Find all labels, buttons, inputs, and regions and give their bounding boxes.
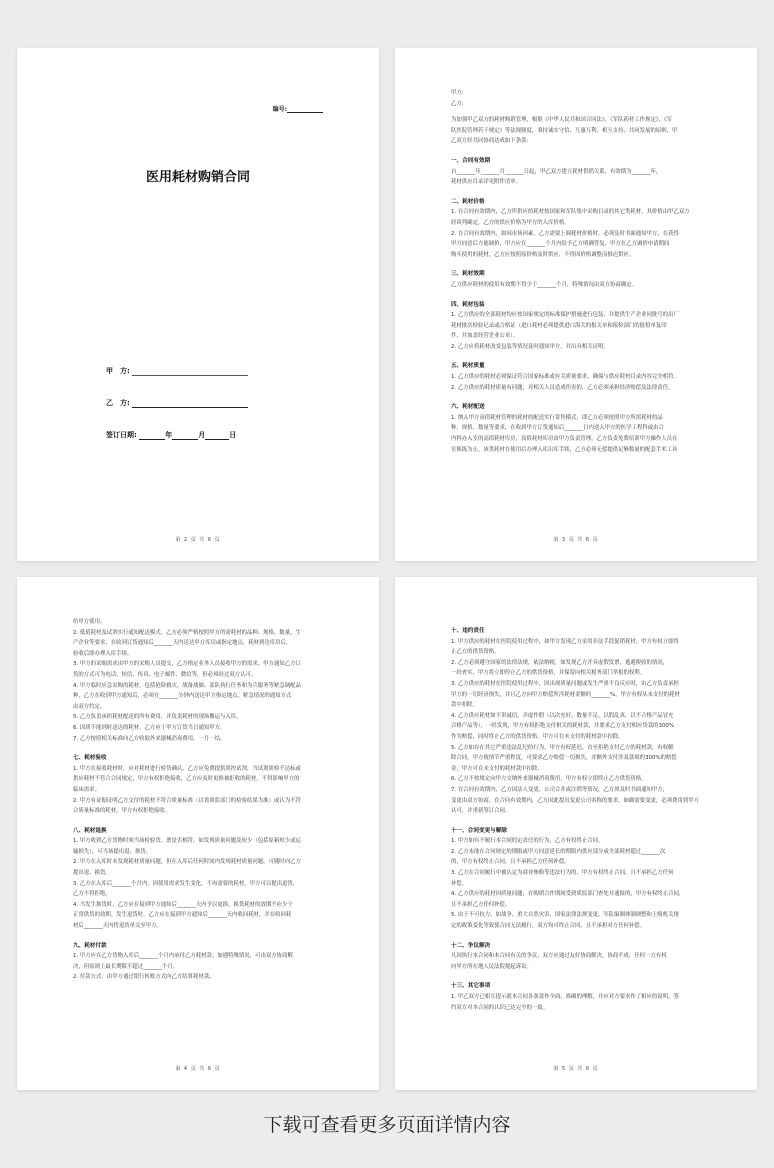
day-underline	[205, 431, 229, 440]
section-heading: 十二、争议解决	[451, 942, 491, 949]
text-line: 1. 甲方在接收耗材时，应对耗材进行验货确认，乙方应免费提供质控试剂，当试剂质检不达标或	[73, 765, 301, 772]
text-line: 约双方对本合同的认识已达完全的一致。	[451, 1004, 549, 1011]
section-heading: 三、耗材效期	[451, 271, 485, 278]
text-line: 提出退、换货。	[73, 870, 111, 877]
cover-page	[17, 48, 379, 561]
contract-title: 医用耗材购销合同	[145, 170, 250, 185]
text-line: 作为赔偿，同时终止乙方的供货资格。甲方可在未支付的耗材款中扣除。	[451, 733, 624, 740]
text-line: 7. 在合同有效期内，乙方因法人变更、公司合并或注销等情况，乙方须及时书面通知甲方，	[451, 786, 669, 793]
section-heading: 一、合同有效期	[451, 157, 491, 164]
section-heading: 二、耗材价格	[451, 198, 485, 205]
text-line: 4. 当发生换货时，乙方应在接到甲方通知后_______天内予以更换，换货耗材的效期不应少于	[73, 901, 293, 908]
page-3	[395, 48, 757, 561]
text-line: 正常供货的效期。发生退货时，乙方应在接到甲方通知后_______天内收回耗材，并在收回耗	[73, 912, 292, 919]
text-line: 为加强甲乙双方的耗材购销管理，根据《中华人民共和国合同法》、《军队药材工作规定》、《军	[451, 117, 672, 124]
party-b-underline	[132, 399, 248, 408]
text-line: 补偿。	[451, 880, 468, 887]
section-heading: 四、耗材包装	[451, 301, 485, 308]
text-line: 4. 乙方供应的耗材因质量问题，在购销合作期间受到质监部门查处并通报的，甲方有权终止合同，	[451, 891, 685, 898]
text-line: 输损失），可当场提出退、换货。	[73, 848, 152, 855]
page-3-body	[451, 88, 701, 525]
sign-date-label: 签订日期:	[106, 431, 137, 439]
text-line: 甲方:	[451, 90, 464, 96]
text-line: 除合同，甲方视情节严重程度，可要求乙方赔偿一切损失，并额外支付涉及款项的300%的赔偿	[451, 755, 677, 762]
page-footer: 第 3 页 共 6 页	[553, 537, 599, 543]
text-line: 2. 乙方必须遵守国家的法律法规，依法纳税，如发现乙方开具虚假发票，逃避税收的情况，	[451, 659, 669, 666]
text-line: 3. 乙方在入库后_______个月内，因使用需求发生变化，不再需要的耗材，甲方可以提出退货，	[73, 880, 299, 887]
text-line: 合格产品等），一经发现，甲方有权拒绝支付相关的耗材款，并要求乙方支付相应货款的300%	[451, 723, 674, 730]
section-heading: 十一、合同变更与解除	[451, 827, 507, 834]
text-line: 耗材批次检验记录或合格证（进口耗材必须提供进口海关的报关单和报检部门的报检单复印	[451, 322, 667, 329]
text-line: 6. 因质不能到时送达的耗材，乙方应于甲方订货当日通知甲方。	[73, 724, 226, 731]
text-line: 7. 乙方按照相关标准向乙方收取外来器械消毒费用，一月一结。	[73, 735, 226, 742]
text-line: 2. 乙方未能在合同规定的期限或甲方同意延长的期限内供应部分或全部耗材超过_______次	[451, 848, 666, 855]
text-line: 自_______年_______月_______日起，甲乙双方建立耗材供销关系，有效期为_______年，	[451, 168, 662, 175]
text-line: 产企业等要求，在收到订货通知后_______天内送达甲方库房或指定地点，耗材到达库房后，	[73, 640, 292, 647]
text-line: 乙方:	[451, 100, 464, 107]
text-line: 2. 付款方式：由甲方通过银行转账方式向乙方结算耗材款。	[73, 974, 215, 981]
text-line: 经谈判确定，乙方的供应价格为甲方的入库价格。	[451, 219, 570, 226]
text-line: 5. 由于不可抗力、如战争、重大自然灾害、国家法律法规变更、军队编制体制调整和上级机关规	[451, 912, 679, 919]
text-line: 室换练为止，该类耗材在使用后办理入库出库手续，乙方必须无偿提供足够数量的配套手术工具	[451, 446, 678, 453]
text-line: 向甲方所在地人民法院提起诉讼。	[451, 963, 532, 970]
text-line: 给甲方使用。	[73, 619, 106, 625]
text-line: 2. 低值耗材及试剂实行通知配送模式，乙方必须严格按照甲方所需耗材的品种、规格、数量、生	[73, 629, 301, 636]
text-line: 定的政策变化等致使合同无法履行，双方均可终止合同，且不承担对方任何补偿。	[451, 923, 646, 930]
day-label: 日	[229, 431, 237, 439]
serial-number	[273, 104, 323, 113]
serial-label: 编号:	[272, 106, 287, 113]
text-line: 5. 乙方负责承担耗材配送的所有费用，并负责耗材的现场搬运与入库。	[73, 714, 242, 721]
text-line: 认可，并重新签订合同。	[451, 808, 511, 815]
sign-date-line	[106, 430, 236, 440]
download-caption: 下载可查看更多页面详情内容	[263, 1114, 511, 1136]
text-line: 3. 乙方供应的耗材在医院使用过程中，因出现质量问题或发生严重不良反应时，由乙方负责承担	[451, 680, 679, 687]
text-line: 甲方的一切经济损失，并且乙方向甲方赔偿所涉耗材金额的_______%，甲方有权从未支付的耗材	[451, 691, 680, 698]
serial-underline	[287, 105, 323, 113]
text-line: 种、规格、数量等要求，在收到甲方订货通知后_______日内送入甲方的医学工程科或由合	[451, 425, 664, 432]
text-line: 合质量标准的耗材，甲方有权拒绝接收。	[73, 808, 171, 815]
text-line: 1. 纳入甲方高值耗材管理的耗材的配送实行寄售模式，即乙方必须按照甲方所需耗材的品	[451, 414, 663, 421]
text-line: 1. 甲方如有不履行本合同的定责任的行为，乙方有权终止合同。	[451, 838, 604, 845]
text-line: 1. 乙方供应的耗材必须保证符合国家标准或有关质量要求，确保与供应耗材目录内容完全相符。	[451, 374, 679, 381]
text-line: 种，乙方在收到甲方通知后，必须在_______分钟内送达甲方指定地点，紧急情况的通知方式	[73, 693, 292, 700]
party-a-underline	[132, 367, 248, 376]
text-line: 件，并加盖经营企业公章）。	[451, 333, 519, 340]
text-line: 1. 甲方供应的耗材在医院使用过程中，如甲方发现乙方采用非法手段促销耗材，甲方有权立即终	[451, 638, 679, 645]
text-line: 供应耗材不符合合同规定，甲方有权拒绝接收，乙方应及时更换被拒收的耗材，不得影响甲方的	[73, 776, 300, 783]
month-label: 月	[198, 431, 206, 439]
text-line: 2. 甲方在入库时未发现耗材质量问题，但在入库后任何时间内发现耗材质量问题，可随时向乙方	[73, 859, 301, 866]
text-line: 购买使用的耗材，乙方应按照原价格及时供应，不得因价格调整而推迟供应。	[451, 251, 635, 258]
page-footer: 第 2 页 共 6 页	[175, 537, 221, 543]
page-footer: 第 5 页 共 6 页	[553, 1066, 599, 1072]
party-a-label: 甲 方:	[106, 367, 130, 375]
text-line: 由双方约定。	[73, 703, 106, 710]
section-heading: 十三、其它事项	[451, 983, 491, 990]
text-line: 2. 乙方应将耗材改变包装等情况及时通知甲方，并出具相关证明。	[451, 343, 609, 350]
text-line: 乙双方经共同协商达成如下条款:	[451, 138, 529, 145]
page-4	[17, 577, 379, 1090]
text-line: 3. 甲方的采购需求由甲方的采购人员提交，乙方指定业务人员接收甲方的需求，甲方通知乙方订	[73, 661, 301, 668]
text-line: 耗材供应目录详见附件清单。	[451, 179, 522, 186]
text-line: 5. 乙方如存在其它严重违法乱纪的行为，甲方有权延迟、直至拒绝支付乙方的耗材款，有权解	[451, 744, 674, 751]
page-4-body	[73, 617, 323, 1054]
party-b-line	[106, 398, 248, 408]
text-line: 乙方供应耗材的使用有效期不得少于_______个月，特殊情况由双方协商确定。	[451, 281, 637, 288]
page-5-body	[451, 617, 701, 1054]
text-line: 2. 在合同有效期内，如因市场因素，乙方需要上调耗材价格时，必须及时书面通知甲方，在获得	[451, 230, 679, 237]
section-heading: 七、耗材验收	[73, 755, 107, 762]
text-line: 1. 甲方收到乙方货物时须当场检验货、票是否相符，如发现质量问题及短少（包括原箱短少或运	[73, 838, 301, 845]
text-line: 决，但原则上最长期限不超过_______个月。	[73, 963, 179, 970]
text-line: 3. 乙方在合同履行中被认定为商业贿赂等违法行为的，甲方有权终止合同，且不承担乙方任何	[451, 870, 674, 877]
text-line: 变更由双方协商。在合同有效期内，乙方因此提出变更公司名称的要求，如确需要变更，必须费用到甲方	[451, 797, 699, 804]
text-line: 且不承担乙方任何补偿。	[451, 901, 511, 908]
text-line: 内科办入室的高值耗材库房，高值耗材库房由甲方负责管理，乙方负责免费培训甲方操作人员在	[451, 436, 678, 443]
year-underline	[139, 431, 165, 440]
text-line: 1. 在合同有效期内，乙方所供应的耗材按国家和军队集中采购目录的其它类耗材，其价格由甲乙双方	[451, 209, 690, 216]
section-heading: 八、耗材退换	[73, 827, 107, 834]
section-heading: 五、耗材质量	[451, 363, 485, 370]
text-line: 款中扣除。	[451, 702, 478, 709]
section-heading: 六、耗材配送	[451, 404, 485, 411]
text-line: 4. 甲方临时应急采购的耗材，包括抢险救灾、战备战储、部队执行任务和为兵服务等紧急调配品	[73, 682, 301, 689]
text-line: 1. 乙方供应的全部耗材均应按国家规定的标准保护措施进行包装，并提供生产企业同批号的出厂	[451, 312, 679, 319]
text-line: 一经查实，甲方将立即停止乙方的供货资格，并保留向相关税务部门举报的权利。	[451, 670, 646, 677]
text-line: 材后_______天内将退货单交至甲方。	[73, 923, 162, 930]
page-footer: 第 4 页 共 6 页	[175, 1066, 221, 1072]
text-line: 止乙方的供货资格。	[451, 649, 500, 656]
text-line: 4. 乙方供应耗材如不讲诚信，弄虚作假（以次充好、数量不足、以假乱真、以不合格产品冒充	[451, 712, 674, 719]
party-b-label: 乙 方:	[106, 399, 130, 407]
text-line: 货的方式可为电话、短信、传真、电子邮件、微信等，但必须经过双方认可。	[73, 671, 257, 678]
text-line: 队医院管理若干规定》等法规制度，秉持诚实守信、互惠互利、相互支持、共同发展的原则，甲	[451, 127, 678, 134]
text-line: 临床需求。	[73, 786, 100, 793]
text-line: 凡因执行本合同和本合同有关的争议，双方应通过友好协商解决，协商不成，任何一方有权	[451, 953, 667, 960]
text-line: 乙方不得拒绝。	[73, 891, 111, 898]
text-line: 甲方同意后方能调价，甲方应在_______个月内给予乙方明确答复，甲方在乙方调价申请期间	[451, 241, 670, 248]
text-line: 金，甲方可在未支付的耗材款中扣除。	[451, 765, 543, 772]
text-line: 2. 乙方供应的耗材质量有问题，对相关人员造成伤害的，乙方必须承担经济赔偿及法律责任。	[451, 384, 674, 391]
text-line: 1. 甲乙双方已相互提示就本合同各条款作全面、准确的理解，并应对方要求作了相应的说明，签	[451, 994, 679, 1000]
year-label: 年	[165, 431, 173, 439]
text-line: 2. 甲方有证据证明乙方交付的耗材不符合质量标准（以省质监部门的检验结果为准）或认为不符	[73, 797, 301, 804]
section-heading: 十、违约责任	[451, 628, 485, 634]
page-5	[395, 577, 757, 1090]
text-line: 验收后即办理入库手续。	[73, 650, 133, 657]
text-line: 1. 甲方应在乙方货物入库后_______个月内承付乙方耗材款；如遇特殊情况，可由双方协商解	[73, 953, 293, 960]
section-heading: 九、耗材付款	[73, 942, 107, 949]
text-line: 6. 乙方不按规定向甲方交纳外来器械消毒费用，甲方有权立即终止乙方供货资格。	[451, 776, 647, 783]
party-a-line	[106, 366, 248, 376]
text-line: 的，甲方有权终止合同，且不承担乙方任何补偿。	[451, 859, 570, 866]
month-underline	[172, 431, 198, 440]
